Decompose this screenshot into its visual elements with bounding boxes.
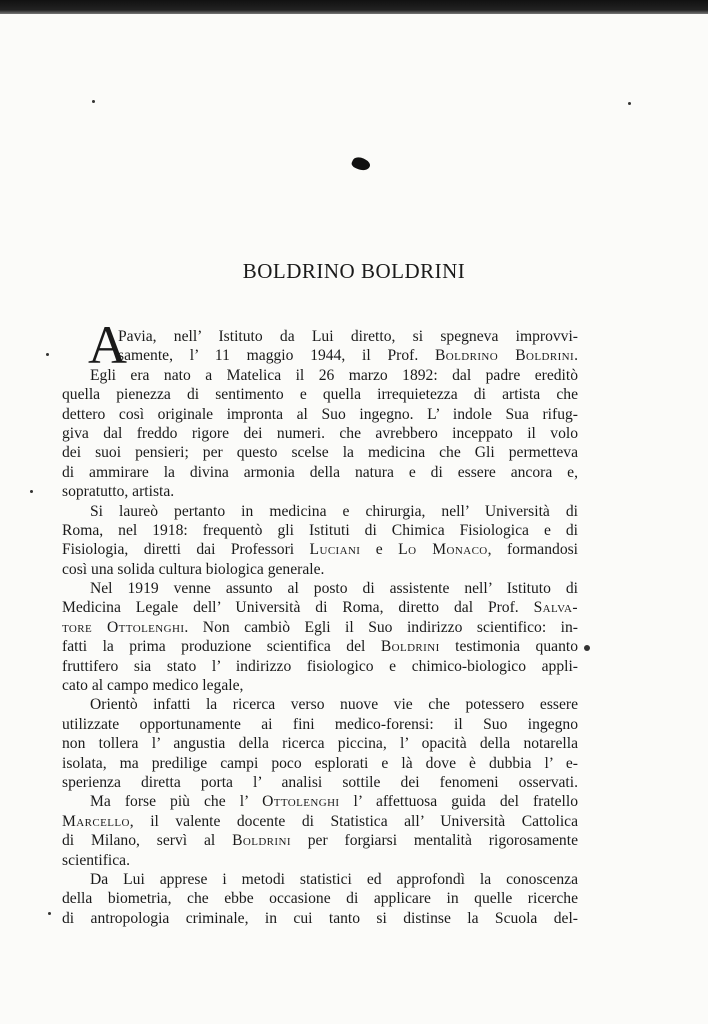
text-segment: di ammirare la divina armonia della natura e di essere ancora e, (62, 463, 578, 481)
text-line (62, 637, 578, 656)
text-segment: Da Lui apprese i metodi statistici ed approfondì la conoscenza (90, 870, 578, 888)
text-line (62, 346, 578, 365)
body-text (62, 327, 578, 928)
text-line (62, 812, 578, 831)
text-segment: per forgiarsi mentalità rigorosamente (290, 832, 578, 850)
text-segment: Medicina Legale dell’ Università di Roma, diretto dal Prof. (62, 599, 534, 617)
text-segment: fatti la prima produzione scientifica del (62, 638, 381, 656)
text-line (62, 851, 578, 870)
ink-blot-ornament (350, 155, 371, 173)
text-line (62, 482, 578, 501)
text-segment: , formandosi (487, 541, 579, 559)
text-line (62, 366, 578, 385)
text-segment: fruttifero sia stato l’ indirizzo fisiologico e chimico-biologico appli- (62, 657, 578, 675)
text-line (62, 773, 578, 792)
text-line (62, 405, 578, 424)
text-line (62, 889, 578, 908)
scan-speck (584, 645, 590, 651)
small-caps-name: Lo Monaco (398, 541, 488, 559)
text-line (62, 560, 578, 579)
text-segment: testimonia quanto (439, 638, 578, 656)
text-line (62, 695, 578, 714)
text-line (62, 463, 578, 482)
text-line (62, 540, 578, 559)
text-segment: di antropologia criminale, in cui tanto si distinse la Scuola del- (62, 909, 578, 927)
text-line (62, 424, 578, 443)
text-line (62, 870, 578, 889)
text-segment: Nel 1919 venne assunto al posto di assistente nell’ Istituto di (90, 580, 578, 598)
text-line (62, 792, 578, 811)
text-segment: giva dal freddo rigore dei numeri. che avrebbero inceppato il volo (62, 424, 578, 442)
text-segment: così una solida cultura biologica generale. (62, 560, 325, 578)
text-segment: Orientò infatti la ricerca verso nuove vie che potessero essere (90, 696, 578, 714)
text-line (62, 521, 578, 540)
page-title: BOLDRINO BOLDRINI (242, 259, 466, 283)
scan-speck (48, 912, 51, 915)
text-segment: di Milano, servì al (62, 832, 233, 850)
text-segment: . Non cambiò Egli il Suo indirizzo scientifico: in- (184, 618, 578, 636)
text-segment: dettero così originale impronta al Suo ingegno. L’ indole Sua rifug- (62, 405, 578, 423)
scan-speck (92, 100, 95, 103)
text-segment: , il valente docente di Statistica all’ Università Cattolica (129, 812, 578, 830)
text-segment: quella pienezza di sentimento e quella irrequietezza di artista che (62, 386, 578, 404)
text-line (62, 502, 578, 521)
small-caps-name: Boldrini (380, 638, 440, 656)
small-caps-name: tore Ottolenghi (62, 618, 185, 636)
small-caps-name: Salva- (533, 599, 578, 617)
text-segment: scientifica. (62, 851, 130, 869)
text-segment: sperienza diretta porta l’ analisi sottile dei fenomeni osservati. (62, 773, 578, 791)
scan-top-edge (0, 0, 708, 14)
text-segment: e (360, 541, 399, 559)
text-line (62, 618, 578, 637)
text-segment: samente, l’ 11 maggio 1944, il Prof. (118, 347, 435, 365)
text-segment: della biometria, che ebbe occasione di applicare in quelle ricerche (62, 890, 578, 908)
text-segment: Pavia, nell’ Istituto da Lui diretto, si spegneva improvvi- (118, 328, 578, 345)
scan-speck (628, 102, 631, 105)
text-segment: Si laureò pertanto in medicina e chirurgia, nell’ Università di (90, 502, 578, 520)
text-segment: . (574, 347, 578, 365)
text-segment: utilizzate opportunamente ai fini medico-forensi: il Suo ingegno (62, 715, 578, 733)
small-caps-name: Ottolenghi (262, 793, 340, 811)
text-segment: sopratutto, artista. (62, 483, 175, 501)
text-line (62, 657, 578, 676)
text-segment: Ma forse più che l’ (90, 793, 263, 811)
text-segment: Egli era nato a Matelica il 26 marzo 1892: dal padre ereditò (90, 366, 578, 384)
text-line (62, 754, 578, 773)
drop-cap: A (88, 315, 127, 375)
text-line (62, 443, 578, 462)
text-segment: non tollera l’ angustia della ricerca piccina, l’ opacità della notarella (62, 735, 578, 753)
text-line (62, 676, 578, 695)
text-line (62, 909, 578, 928)
text-line (62, 598, 578, 617)
text-segment: Roma, nel 1918: frequentò gli Istituti di Chimica Fisiologica e di (62, 521, 578, 539)
text-segment: isolata, ma predilige campi poco esplorati e là dove è dubbia l’ e- (62, 754, 578, 772)
text-segment: Fisiologia, diretti dai Professori (62, 541, 310, 559)
text-line (62, 579, 578, 598)
text-segment: dei suoi pensieri; per questo scelse la medicina che Gli permetteva (62, 444, 578, 462)
text-segment: l’ affettuosa guida del fratello (339, 793, 578, 811)
text-line (62, 831, 578, 850)
text-line (62, 327, 578, 346)
text-line (62, 715, 578, 734)
small-caps-name: Boldrino Boldrini (435, 347, 575, 365)
text-segment: cato al campo medico legale, (62, 677, 244, 695)
scan-speck (46, 353, 49, 356)
text-line (62, 734, 578, 753)
scan-speck (30, 490, 33, 493)
small-caps-name: Boldrini (232, 832, 291, 850)
text-line (62, 385, 578, 404)
small-caps-name: Luciani (309, 541, 361, 559)
small-caps-name: Marcello (62, 812, 130, 830)
